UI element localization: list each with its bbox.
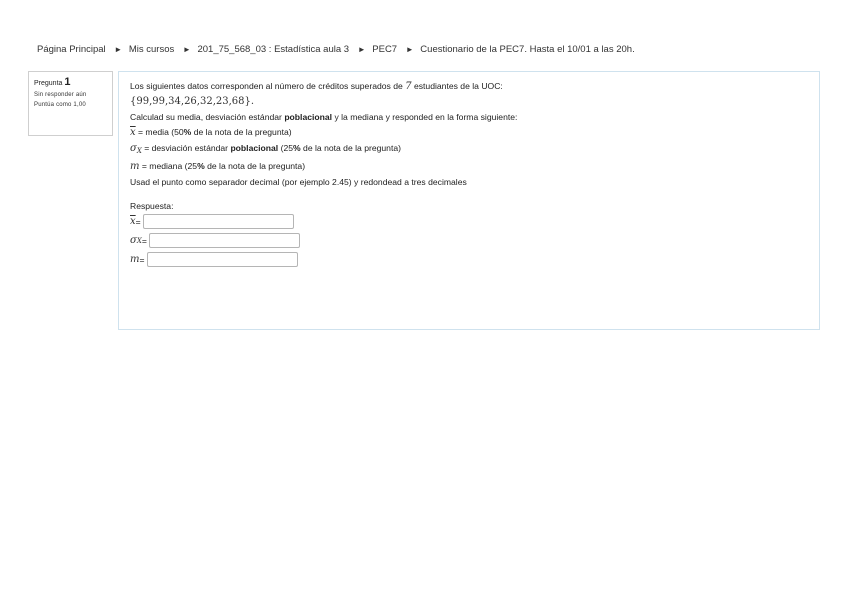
mean-answer-eq: = (135, 216, 141, 227)
sd-answer-row (130, 232, 819, 249)
question-label: Pregunta (34, 80, 63, 87)
breadcrumb-separator-icon: ► (182, 45, 191, 54)
sd-answer-eq: = (141, 235, 147, 246)
median-pre: = mediana (25 (141, 161, 198, 171)
mean-tail: de la nota de la pregunta) (193, 127, 292, 137)
sigma-symbol: σ (130, 143, 137, 154)
mean-text: = media (50 (138, 127, 184, 137)
mean-percent-sign: % (183, 127, 192, 137)
question-number-value: 1 (64, 76, 71, 88)
intro-suffix: estudiantes de la UOC: (413, 81, 503, 91)
median-percent-sign: % (197, 161, 205, 171)
instruction-post: y la mediana y responded en la forma siguiente: (334, 112, 518, 122)
instruction-line (130, 112, 819, 122)
decimal-note: Usad el punto como separador decimal (por ejemplo 2.45) y redondead a tres decimales (130, 177, 467, 187)
sd-answer-input[interactable] (149, 233, 300, 248)
sd-pre: = desviación estándar (144, 143, 229, 153)
question-info-panel (28, 71, 113, 136)
median-answer-eq: = (139, 254, 145, 265)
median-tail: de la nota de la pregunta) (207, 161, 306, 171)
mean-answer-input[interactable] (143, 214, 294, 229)
median-answer-row (130, 251, 819, 268)
intro-text: Los siguientes datos corresponden al número de créditos superados de (130, 81, 403, 91)
breadcrumb-separator-icon: ► (405, 45, 414, 54)
breadcrumb-section-link[interactable]: PEC7 (372, 44, 398, 55)
sd-answer-subscript: X (136, 236, 142, 245)
sd-percent-sign: % (293, 143, 301, 153)
breadcrumb-quiz-link[interactable]: Cuestionario de la PEC7. Hasta el 10/01 a las 20h. (420, 44, 635, 55)
question-state: Sin responder aún (34, 92, 87, 98)
mean-symbol: $\overline{x}$ (130, 127, 136, 138)
sd-bold: poblacional (230, 143, 279, 153)
mean-definition (130, 127, 819, 138)
median-symbol: m (130, 161, 140, 172)
mean-answer-row (130, 213, 819, 230)
question-mark: Puntúa como 1,00 (34, 102, 86, 108)
instruction-pre: Calculad su media, desviación estándar (130, 112, 282, 122)
sd-post: (25 (280, 143, 293, 153)
sd-tail: de la nota de la pregunta) (303, 143, 401, 153)
answer-label: Respuesta: (130, 201, 174, 211)
instruction-bold: poblacional (284, 112, 333, 122)
sd-answer-symbol: σ (130, 234, 137, 246)
student-count: 7 (405, 81, 412, 92)
data-list: {99,99,34,26,32,23,68}. (130, 96, 255, 107)
mean-answer-symbol: $\overline{x}$ (130, 215, 136, 227)
breadcrumb-courses-link[interactable]: Mis cursos (128, 44, 175, 55)
median-answer-input[interactable] (147, 252, 298, 267)
median-answer-symbol: m (130, 253, 140, 265)
sd-definition (130, 143, 819, 156)
breadcrumb-home-link[interactable]: Página Principal (37, 44, 106, 55)
question-formulation (118, 71, 820, 330)
breadcrumb-course-link[interactable]: 201_75_568_03 : Estadística aula 3 (197, 44, 350, 55)
breadcrumb-separator-icon: ► (357, 45, 366, 54)
breadcrumb-separator-icon: ► (114, 45, 123, 54)
median-definition (130, 161, 819, 172)
question-intro (130, 81, 819, 92)
breadcrumb (37, 44, 635, 55)
question-number (34, 76, 112, 88)
sigma-subscript: X (136, 147, 142, 155)
